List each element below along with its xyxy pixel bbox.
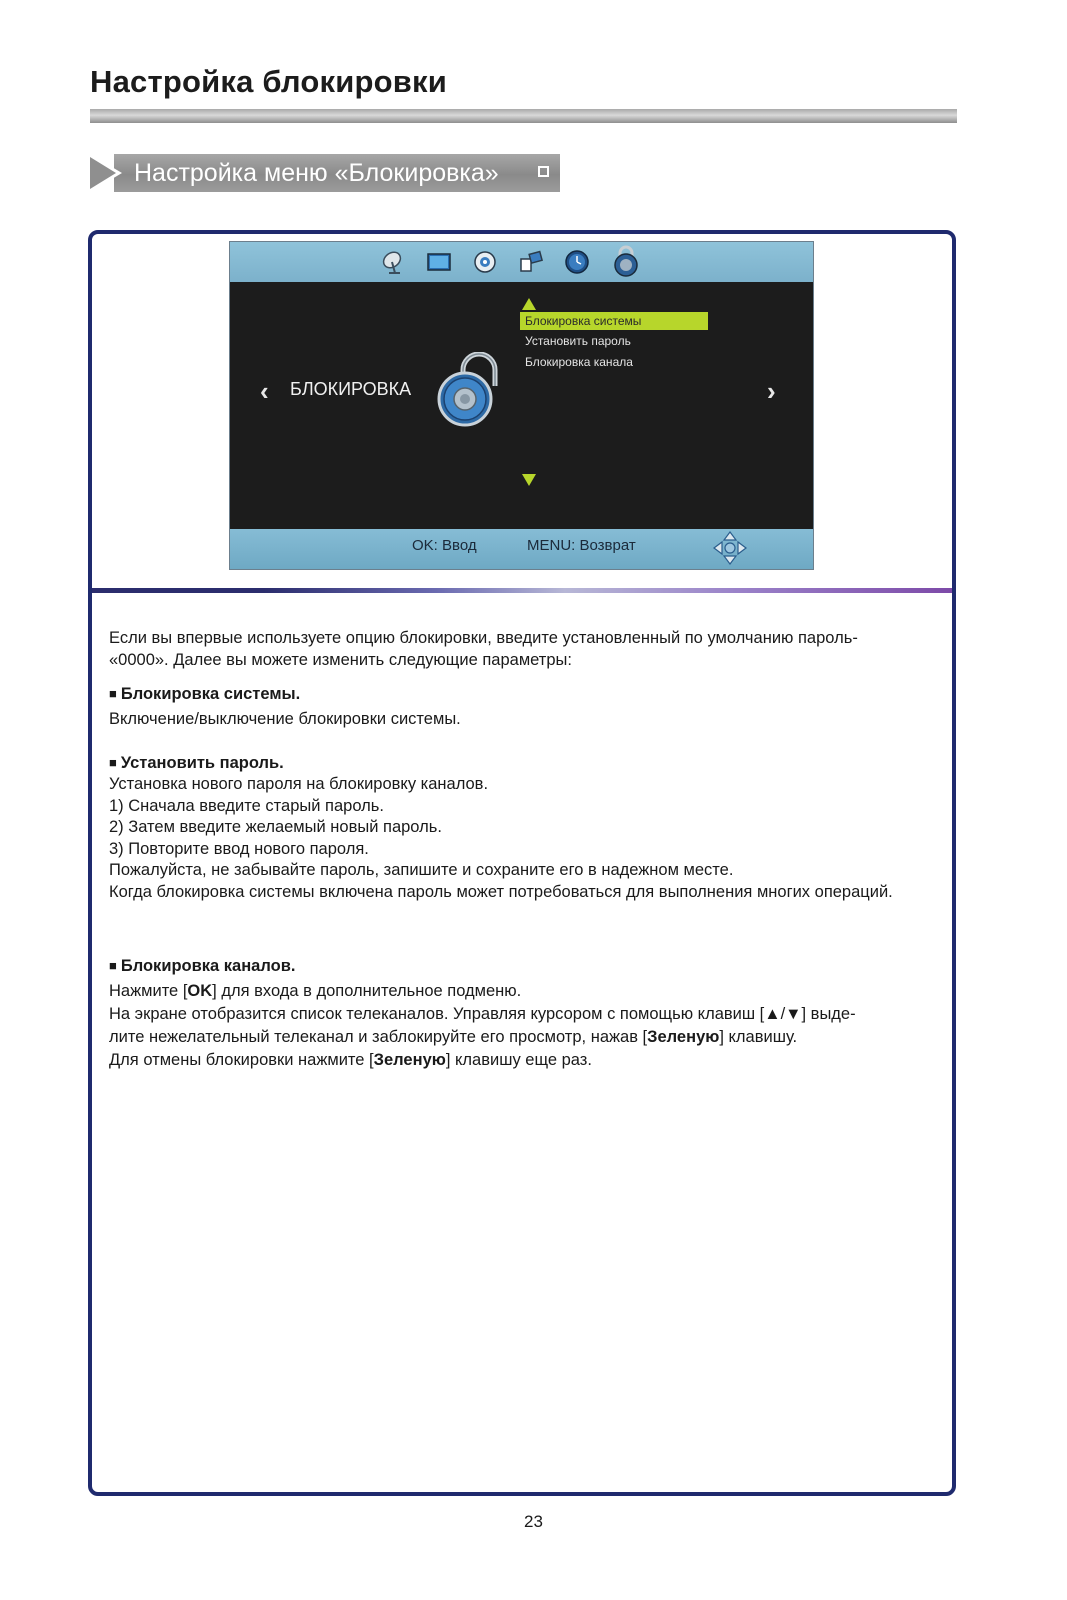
section-banner bbox=[90, 154, 560, 192]
heading-text: Блокировка каналов. bbox=[120, 957, 296, 975]
channel-lock-line-2: На экране отобразится список телеканалов. Управляя курсором с помощью клавиш [▲/▼] выде- bbox=[109, 1005, 856, 1023]
text-part: ] для входа в дополнительное подменю. bbox=[212, 982, 522, 1000]
scroll-up-arrow[interactable] bbox=[522, 298, 536, 310]
system-lock-text: Включение/выключение блокировки системы. bbox=[109, 710, 461, 728]
bullet-icon: ■ bbox=[109, 958, 117, 973]
password-line: 2) Затем введите желаемый новый пароль. bbox=[109, 818, 442, 836]
setup-icon bbox=[518, 249, 544, 275]
page-number: 23 bbox=[524, 1512, 543, 1531]
heading-text: Блокировка системы. bbox=[120, 685, 301, 703]
text-part: Нажмите [ bbox=[109, 982, 188, 1000]
heading-text: Установить пароль. bbox=[120, 754, 284, 772]
menu-item-label: Блокировка системы bbox=[525, 314, 642, 328]
password-line: 3) Повторите ввод нового пароля. bbox=[109, 840, 369, 858]
section-title: Настройка меню «Блокировка» bbox=[134, 159, 499, 187]
bullet-icon: ■ bbox=[109, 755, 117, 770]
channel-lock-line-4 bbox=[109, 1050, 592, 1071]
combination-lock-icon bbox=[435, 352, 505, 427]
heading-channel-lock bbox=[109, 956, 295, 977]
password-note: Когда блокировка системы включена пароль может потребоваться для выполнения многих операций. bbox=[109, 883, 893, 901]
ok-key-label: OK bbox=[187, 982, 213, 1000]
menu-item-set-password[interactable] bbox=[520, 332, 708, 350]
title-rule bbox=[90, 109, 957, 123]
menu-item-channel-lock[interactable] bbox=[520, 353, 708, 371]
tv-top-bar bbox=[230, 242, 813, 282]
heading-set-password bbox=[109, 753, 284, 774]
text-part: лите нежелательный телеканал и заблокируйте его просмотр, нажав [ bbox=[109, 1028, 648, 1046]
picture-icon bbox=[426, 249, 452, 275]
bullet-icon: ■ bbox=[109, 686, 117, 701]
ok-enter-hint: OK: Ввод bbox=[412, 537, 477, 554]
intro-line-1: Если вы впервые используете опцию блокировки, введите установленный по умолчанию пароль- bbox=[109, 629, 858, 647]
heading-system-lock bbox=[109, 684, 300, 705]
text-part: ] клавишу еще раз. bbox=[445, 1051, 592, 1069]
green-key-label: Зеленую bbox=[373, 1051, 446, 1069]
password-line: Пожалуйста, не забывайте пароль, запишите и сохраните его в надежном месте. bbox=[109, 861, 734, 879]
menu-item-system-lock[interactable] bbox=[520, 312, 708, 330]
scroll-down-arrow[interactable] bbox=[522, 474, 536, 486]
sound-icon bbox=[472, 249, 498, 275]
menu-name: БЛОКИРОВКА bbox=[290, 379, 412, 399]
menu-next-arrow[interactable]: › bbox=[767, 376, 776, 406]
channel-lock-line-1 bbox=[109, 981, 521, 1002]
lock-icon bbox=[610, 244, 642, 278]
menu-return-hint: MENU: Возврат bbox=[527, 537, 636, 554]
text-part: Для отмены блокировки нажмите [ bbox=[109, 1051, 374, 1069]
clock-icon bbox=[564, 249, 590, 275]
intro-line-2: «0000». Далее вы можете изменить следующие параметры: bbox=[109, 651, 572, 669]
password-line: Установка нового пароля на блокировку каналов. bbox=[109, 775, 489, 793]
green-key-label: Зеленую bbox=[647, 1028, 720, 1046]
channel-lock-line-3 bbox=[109, 1027, 797, 1048]
navigation-arrows-icon bbox=[712, 530, 748, 566]
frame-divider bbox=[92, 588, 952, 593]
password-line: 1) Сначала введите старый пароль. bbox=[109, 797, 384, 815]
menu-item-label: Установить пароль bbox=[525, 334, 631, 348]
satellite-dish-icon bbox=[380, 249, 406, 275]
menu-prev-arrow[interactable]: ‹ bbox=[260, 376, 269, 406]
page-title: Настройка блокировки bbox=[90, 64, 448, 99]
text-part: ] клавишу. bbox=[719, 1028, 798, 1046]
chevron-inner bbox=[90, 157, 116, 189]
square-icon bbox=[538, 166, 549, 177]
tv-osd-screenshot bbox=[230, 242, 813, 569]
menu-item-label: Блокировка канала bbox=[525, 355, 633, 369]
